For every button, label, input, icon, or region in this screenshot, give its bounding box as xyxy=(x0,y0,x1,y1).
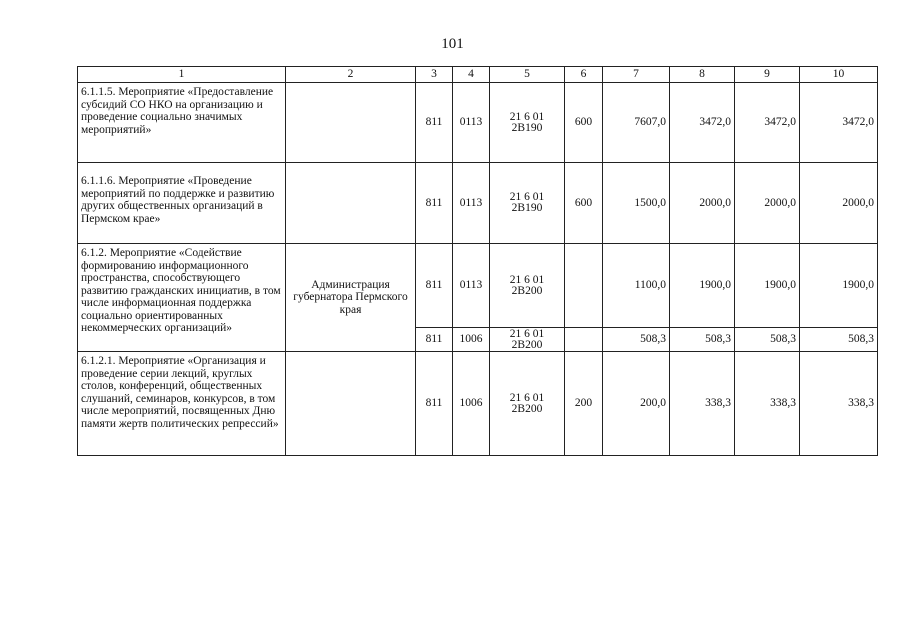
cell-c7: 200,0 xyxy=(603,352,670,456)
owner-cell-empty xyxy=(286,83,416,163)
code-a: 21 6 01 xyxy=(509,391,545,404)
cell-c7: 1100,0 xyxy=(603,244,670,328)
column-header: 6 xyxy=(565,67,603,83)
row-description: 6.1.2.1. Мероприятие «Организация и проведение серии лекций, круглых столов, конференций, общественных слушаний, семинаров, конкурсов, в том числе мероприятий, посвященных Дню памяти жертв политических репрессий» xyxy=(78,352,286,456)
header-row xyxy=(78,67,878,83)
cell-c7: 1500,0 xyxy=(603,163,670,244)
cell-c5 xyxy=(490,83,565,163)
cell-c8: 1900,0 xyxy=(670,244,735,328)
cell-c5 xyxy=(490,244,565,328)
cell-c5 xyxy=(490,163,565,244)
column-header: 9 xyxy=(735,67,800,83)
cell-c4: 1006 xyxy=(453,352,490,456)
table-row xyxy=(78,83,878,163)
budget-table xyxy=(77,66,878,456)
cell-c9: 2000,0 xyxy=(735,163,800,244)
column-header: 5 xyxy=(490,67,565,83)
cell-c4: 0113 xyxy=(453,163,490,244)
column-header: 8 xyxy=(670,67,735,83)
cell-c4: 0113 xyxy=(453,244,490,328)
code-b: 2В190 xyxy=(511,202,543,214)
cell-c8: 3472,0 xyxy=(670,83,735,163)
row-description: 6.1.2. Мероприятие «Содействие формированию информационного пространства, способствующего развитию гражданских инициатив, в том числе информационная поддержка социально ориентированных некоммерческих организаций» xyxy=(78,244,286,352)
row-description: 6.1.1.6. Мероприятие «Проведение мероприятий по поддержке и развитию других общественных организаций в Пермском крае» xyxy=(78,163,286,244)
owner-cell-empty xyxy=(286,163,416,244)
cell-c8: 338,3 xyxy=(670,352,735,456)
cell-c4: 0113 xyxy=(453,83,490,163)
column-header: 3 xyxy=(416,67,453,83)
cell-c6 xyxy=(565,244,603,328)
cell-c9: 508,3 xyxy=(735,328,800,352)
cell-c10: 338,3 xyxy=(800,352,878,456)
cell-c6 xyxy=(565,328,603,352)
cell-c9: 3472,0 xyxy=(735,83,800,163)
code-a: 21 6 01 xyxy=(509,191,545,203)
cell-c10: 2000,0 xyxy=(800,163,878,244)
cell-c3: 811 xyxy=(416,163,453,244)
column-header: 4 xyxy=(453,67,490,83)
cell-c3: 811 xyxy=(416,244,453,328)
column-header: 1 xyxy=(78,67,286,83)
code-a: 21 6 01 xyxy=(509,327,545,340)
cell-c9: 1900,0 xyxy=(735,244,800,328)
code-b: 2В200 xyxy=(511,402,543,415)
cell-c5 xyxy=(490,352,565,456)
code-b: 2В200 xyxy=(511,338,543,351)
row-description: 6.1.1.5. Мероприятие «Предоставление субсидий СО НКО на организацию и проведение социально значимых мероприятий» xyxy=(78,83,286,163)
cell-c6: 600 xyxy=(565,83,603,163)
cell-c7: 7607,0 xyxy=(603,83,670,163)
owner-cell: Администрация губернатора Пермского края xyxy=(286,244,416,352)
cell-c8: 508,3 xyxy=(670,328,735,352)
cell-c3: 811 xyxy=(416,352,453,456)
table-row xyxy=(78,163,878,244)
cell-c6: 600 xyxy=(565,163,603,244)
cell-c7: 508,3 xyxy=(603,328,670,352)
cell-c3: 811 xyxy=(416,83,453,163)
code-b: 2В200 xyxy=(511,284,543,297)
table-row xyxy=(78,244,878,328)
code-a: 21 6 01 xyxy=(509,273,545,286)
cell-c3: 811 xyxy=(416,328,453,352)
owner-cell-empty xyxy=(286,352,416,456)
cell-c8: 2000,0 xyxy=(670,163,735,244)
cell-c9: 338,3 xyxy=(735,352,800,456)
cell-c10: 3472,0 xyxy=(800,83,878,163)
cell-c10: 508,3 xyxy=(800,328,878,352)
column-header: 2 xyxy=(286,67,416,83)
cell-c6: 200 xyxy=(565,352,603,456)
column-header: 10 xyxy=(800,67,878,83)
page-number: 101 xyxy=(441,36,464,52)
cell-c4: 1006 xyxy=(453,328,490,352)
code-b: 2В190 xyxy=(511,121,543,134)
column-header: 7 xyxy=(603,67,670,83)
table-row xyxy=(78,352,878,456)
cell-c10: 1900,0 xyxy=(800,244,878,328)
code-a: 21 6 01 xyxy=(509,110,545,123)
cell-c5 xyxy=(490,328,565,352)
